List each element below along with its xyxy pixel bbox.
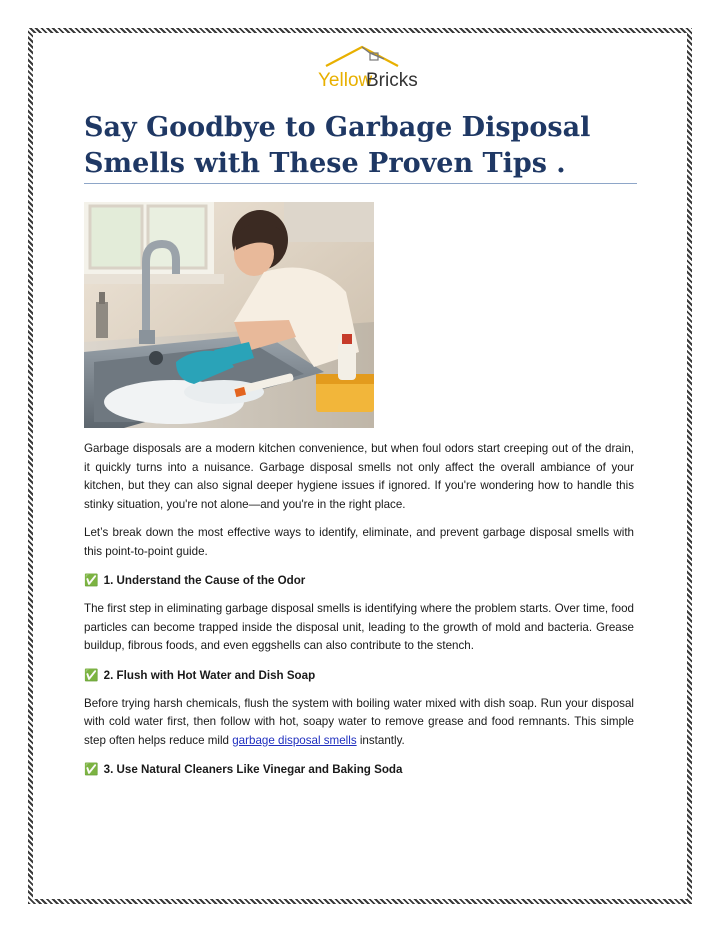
article-body: [84, 440, 634, 789]
checkmark-icon: ✅: [84, 667, 99, 682]
section-1-heading-text: 1. Understand the Cause of the Odor: [103, 574, 306, 587]
section-3-heading: [84, 760, 634, 779]
logo: [0, 40, 720, 92]
title-line-2: Smells with These Proven Tips .: [84, 148, 566, 179]
logo-house-icon: [300, 40, 420, 92]
checkmark-icon: ✅: [84, 573, 99, 587]
garbage-disposal-smells-link[interactable]: garbage disposal smells: [232, 733, 357, 747]
title-line-1: Say Goodbye to Garbage Disposal: [84, 112, 591, 143]
hero-image-woman-cleaning-sink: [84, 202, 374, 428]
logo-word-bricks: Bricks: [366, 70, 418, 91]
page-title: [84, 110, 644, 182]
section-1-heading: [84, 571, 634, 590]
intro-paragraph-2: Let’s break down the most effective ways to identify, eliminate, and prevent garbage disposal smells with this point-to-point guide.: [84, 526, 634, 558]
section-3-heading-text: 3. Use Natural Cleaners Like Vinegar and Baking Soda: [103, 763, 403, 776]
title-divider: [84, 183, 637, 184]
intro-paragraph-1: Garbage disposals are a modern kitchen convenience, but when foul odors start creeping out of the drain, it quickly turns into a nuisance. Garbage disposal smells not only affect the overall ambiance of your kitchen, but they can also signal deeper hygiene issues if ignored. If you're wondering how to handle this stinky situation, you're not alone—and you're in the right place.: [84, 442, 634, 511]
section-2-body-text: Before trying harsh chemicals, flush the system with boiling water mixed with dish soap. Run your disposal with cold water first, then follow with hot, soapy water to remove grease and food remnants. This simple step often helps reduce mild: [84, 696, 634, 747]
section-2-heading-text: 2. Flush with Hot Water and Dish Soap: [103, 668, 316, 682]
section-2-body: [84, 695, 634, 751]
logo-word-yellow: Yellow: [318, 70, 373, 91]
section-2-heading: [84, 666, 634, 685]
section-1-body: The first step in eliminating garbage disposal smells is identifying where the problem starts. Over time, food particles can become trapped inside the disposal unit, leading to the growth of mold and bacteria. Grease buildup, fibrous foods, and even eggshells can also contribute to the stench.: [84, 602, 634, 652]
section-2-body-end: instantly.: [356, 733, 405, 747]
checkmark-icon: ✅: [84, 762, 99, 776]
